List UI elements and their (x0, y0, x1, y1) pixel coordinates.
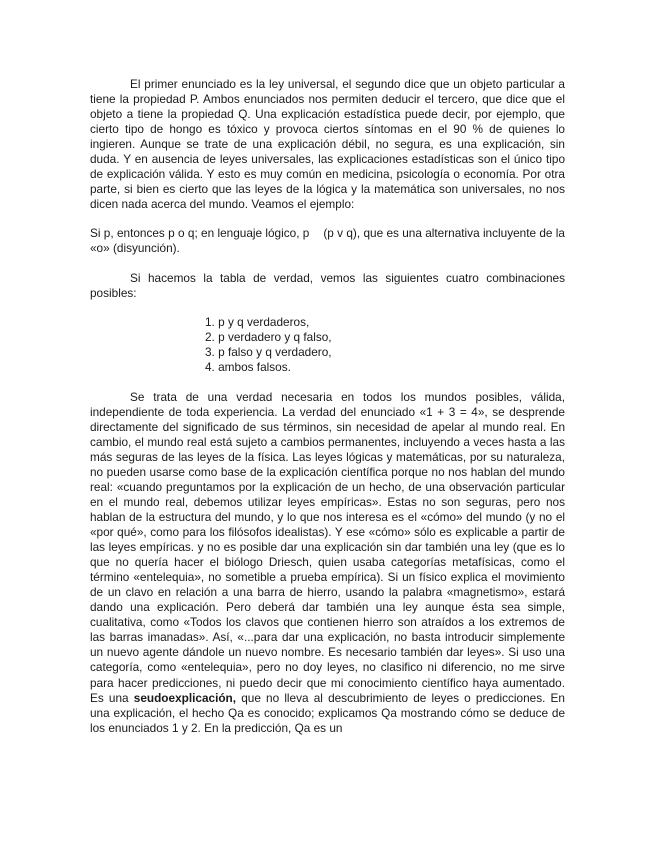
spacer (90, 257, 565, 271)
list-item: 1. p y q verdaderos, (205, 314, 310, 329)
list-item: 4. ambos falsos. (205, 359, 291, 374)
paragraph-text-continued: que no lleva al descubrimiento de leyes o predicciones. En una explicación, el hecho Qa es conocido; explicamos Qa mostrando cómo se deduce de los enunciados 1 y 2. En la predicción, Qa es un (90, 690, 565, 735)
spacer (90, 301, 565, 315)
bold-term-seudoexplicacion: seudoexplicación, (133, 690, 237, 705)
formula-paragraph (90, 226, 565, 256)
spacer (90, 375, 565, 390)
paragraph-tabla-de-verdad: Si hacemos la tabla de verdad, vemos las siguientes cuatro combinaciones posibles: (90, 270, 565, 300)
paragraph-explicacion-estadistica: El primer enunciado es la ley universal, el segundo dice que un objeto particular a tiene la propiedad P. Ambos enunciados nos permiten deducir el tercero, que dice que el objeto a tiene la propiedad Q. Una explicación estadística puede decir, por ejemplo, que cierto tipo de hongo es tóxico y provoca ciertos síntomas en el 90 % de quienes lo ingieren. Aunque se trate de una explicación débil, no segura, es una explicación, sin duda. Y en ausencia de leyes universales, las explicaciones estadísticas son el único tipo de explicación válida. Y esto es muy común en medicina, psicología o economía. Por otra parte, si bien es cierto que las leyes de la lógica y la matemática son universales, no nos dicen nada acerca del mundo. Veamos el ejemplo: (90, 77, 565, 212)
combinations-list (205, 315, 565, 375)
paragraph-verdad-necesaria (90, 390, 565, 736)
formula-text-lead: Si p, entonces p o q; en lenguaje lógico, p (90, 226, 310, 241)
list-item: 3. p falso y q verdadero, (205, 344, 332, 359)
list-item: 2. p verdadero y q falso, (205, 329, 332, 344)
document-page (90, 77, 565, 736)
paragraph-text: Se trata de una verdad necesaria en todos los mundos posibles, válida, independiente de toda experiencia. La verdad del enunciado «1 + 3 = 4», se desprende directamente del significado de sus términos, sin necesidad de apelar al mundo real. En cambio, el mundo real está sujeto a cambios permanentes, incluyendo a veces hasta a las más seguras de las leyes de la física. Las leyes lógicas y matemáticas, por su naturaleza, no pueden usarse como base de la explicación científica porque no nos hablan del mundo real: «cuando preguntamos por la explicación de un hecho, de una observación particular en el mundo real, debemos utilizar leyes empíricas». Estas no son seguras, pero nos hablan de la estructura del mundo, y lo que nos interesa es el «cómo» del mundo (y no el «por qué», como para los filósofos idealistas). Y ese «cómo» sólo es explicable a partir de las leyes empíricas. y no es posible dar una explicación sin dar también una ley (que es lo que no quería hacer el biólogo Driesch, quien usaba categorías metafísicas, como el término «entelequia», no sometible a prueba empírica). Si un físico explica el movimiento de un clavo en relación a una barra de hierro, usando la palabra «magnetismo», estará dando una explicación. Pero deberá dar también una ley aunque ésta sea simple, cualitativa, como «Todos los clavos que contienen hierro son atraídos a los extremos de las barras imanadas». Así, «...para dar una explicación, no basta introducir simplemente un nuevo agente dándole un nuevo nombre. Es necesario también dar leyes». Si uso una categoría, como «entelequia», pero no doy leyes, no clasifico ni diferencio, no me sirve para hacer predicciones, ni puedo decir que mi conocimiento científico haya aumentado. Es una (90, 389, 565, 705)
spacer (90, 212, 565, 226)
formula-text-tail: (p v q), que es una alternativa incluyente de la «o» (disyunción). (90, 226, 565, 256)
